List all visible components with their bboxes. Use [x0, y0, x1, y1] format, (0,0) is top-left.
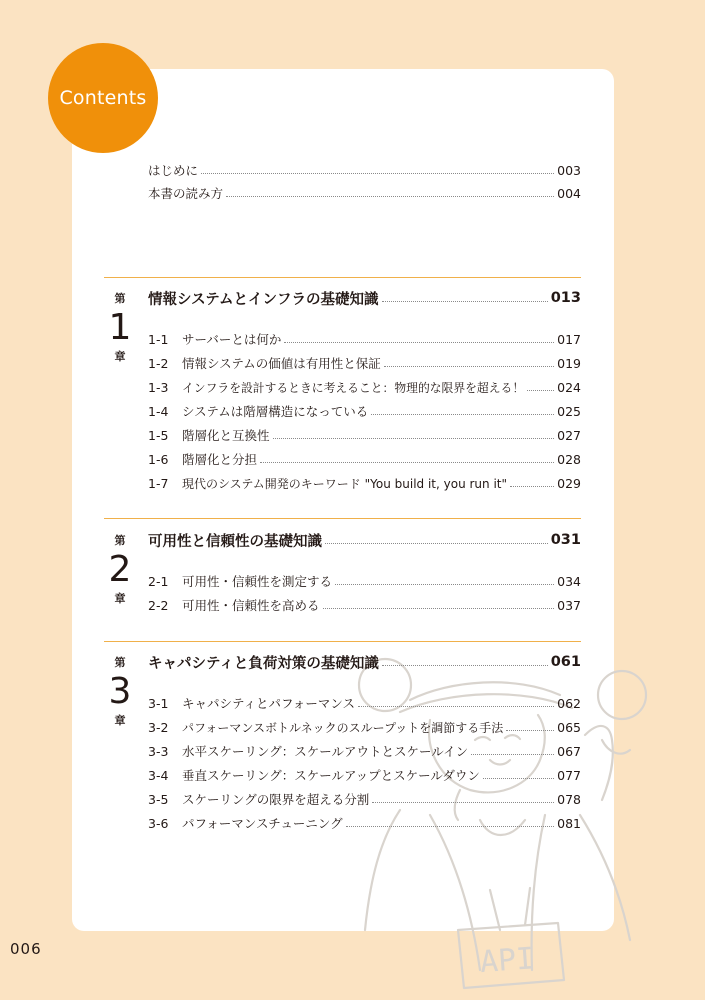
section-number: 1-6 [148, 451, 169, 467]
section-number: 1-1 [148, 331, 169, 347]
chapter-3-label [104, 654, 136, 728]
toc-entry-how-to-read[interactable] [148, 182, 581, 204]
section-title: 階層化と互換性 [182, 428, 270, 443]
chapter-1-label [104, 290, 136, 364]
section-page: 024 [557, 379, 581, 395]
section-page: 025 [557, 403, 581, 419]
section-title: 情報システムの価値は有用性と保証 [182, 356, 381, 371]
leader-dots [325, 543, 548, 544]
toc-section-3-2[interactable] [148, 716, 581, 738]
chapter-page: 061 [550, 654, 581, 670]
toc-entry-title: 本書の読み方 [148, 186, 224, 201]
section-page: 028 [557, 451, 581, 467]
section-number: 3-6 [148, 815, 169, 831]
toc-section-1-4[interactable] [148, 400, 581, 422]
chapter-title: 可用性と信頼性の基礎知識 [148, 533, 322, 550]
toc-entry-page: 004 [557, 185, 581, 201]
section-number: 1-3 [148, 379, 169, 395]
chapter-kanji-bottom: 章 [114, 714, 126, 727]
section-number: 3-2 [148, 719, 169, 735]
leader-dots [510, 486, 554, 487]
chapter-page: 013 [550, 290, 581, 306]
section-number: 3-5 [148, 791, 169, 807]
toc-section-1-7[interactable] [148, 472, 581, 494]
section-page: 078 [557, 791, 581, 807]
api-sign-text: API [478, 941, 536, 981]
toc-section-1-2[interactable] [148, 352, 581, 374]
section-number: 3-1 [148, 695, 169, 711]
leader-dots [382, 301, 548, 302]
chapter-divider [104, 277, 581, 278]
chapter-kanji-bottom: 章 [114, 592, 126, 605]
leader-dots [260, 462, 554, 463]
section-page: 081 [557, 815, 581, 831]
section-title: 現代のシステム開発のキーワード "You build it, you run it" [182, 476, 508, 491]
leader-dots [471, 754, 554, 755]
section-title: 可用性・信頼性を測定する [182, 574, 333, 589]
contents-badge [48, 43, 158, 153]
chapter-title: キャパシティと負荷対策の基礎知識 [148, 655, 379, 672]
leader-dots [358, 706, 554, 707]
chapter-number: 1 [108, 307, 132, 348]
chapter-kanji-top: 第 [114, 656, 126, 669]
leader-dots [201, 173, 554, 174]
section-page: 077 [557, 767, 581, 783]
section-title: 水平スケーリング：スケールアウトとスケールイン [182, 744, 469, 759]
toc-section-3-5[interactable] [148, 788, 581, 810]
chapter-kanji-bottom: 章 [114, 350, 126, 363]
leader-dots [284, 342, 554, 343]
chapter-page: 031 [550, 532, 581, 548]
leader-dots [506, 730, 554, 731]
toc-chapter-2[interactable] [148, 527, 581, 553]
section-page: 027 [557, 427, 581, 443]
section-number: 1-7 [148, 475, 169, 491]
section-number: 3-4 [148, 767, 169, 783]
section-page: 034 [557, 573, 581, 589]
section-page: 019 [557, 355, 581, 371]
section-page: 065 [557, 719, 581, 735]
chapter-title: 情報システムとインフラの基礎知識 [148, 291, 379, 308]
toc-section-1-5[interactable] [148, 424, 581, 446]
toc-section-1-6[interactable] [148, 448, 581, 470]
toc-section-3-4[interactable] [148, 764, 581, 786]
leader-dots [527, 390, 554, 391]
toc-section-1-3[interactable] [148, 376, 581, 398]
toc-chapter-3[interactable] [148, 649, 581, 675]
section-title: サーバーとは何か [182, 332, 282, 347]
section-number: 2-2 [148, 597, 169, 613]
toc-section-3-3[interactable] [148, 740, 581, 762]
toc-entry-hajimeni[interactable] [148, 159, 581, 181]
leader-dots [273, 438, 555, 439]
section-page: 029 [557, 475, 581, 491]
chapter-divider [104, 518, 581, 519]
section-title: インフラを設計するときに考えること：物理的な限界を超える！ [182, 380, 525, 395]
contents-badge-label: Contents [59, 87, 147, 109]
leader-dots [346, 826, 555, 827]
section-title: 垂直スケーリング：スケールアップとスケールダウン [182, 768, 480, 783]
toc-section-2-1[interactable] [148, 570, 581, 592]
section-number: 2-1 [148, 573, 169, 589]
toc-section-1-1[interactable] [148, 328, 581, 350]
section-number: 1-2 [148, 355, 169, 371]
chapter-divider [104, 641, 581, 642]
section-title: 階層化と分担 [182, 452, 258, 467]
section-title: 可用性・信頼性を高める [182, 598, 320, 613]
section-title: パフォーマンスボトルネックのスループットを調節する手法 [182, 720, 504, 735]
toc-section-2-2[interactable] [148, 594, 581, 616]
section-number: 3-3 [148, 743, 169, 759]
section-page: 067 [557, 743, 581, 759]
section-title: システムは階層構造になっている [182, 404, 369, 419]
toc-entry-page: 003 [557, 162, 581, 178]
leader-dots [483, 778, 554, 779]
section-page: 062 [557, 695, 581, 711]
page-number: 006 [10, 940, 42, 958]
toc-entry-title: はじめに [148, 163, 199, 178]
leader-dots [384, 366, 554, 367]
toc-section-3-6[interactable] [148, 812, 581, 834]
section-title: パフォーマンスチューニング [182, 816, 343, 831]
leader-dots [323, 608, 555, 609]
section-page: 037 [557, 597, 581, 613]
chapter-kanji-top: 第 [114, 292, 126, 305]
leader-dots [372, 802, 554, 803]
section-title: キャパシティとパフォーマンス [182, 696, 356, 711]
section-page: 017 [557, 331, 581, 347]
section-number: 1-4 [148, 403, 169, 419]
leader-dots [371, 414, 554, 415]
chapter-number: 3 [108, 671, 132, 712]
toc-section-3-1[interactable] [148, 692, 581, 714]
leader-dots [335, 584, 554, 585]
toc-chapter-1[interactable] [148, 285, 581, 311]
chapter-kanji-top: 第 [114, 534, 126, 547]
section-number: 1-5 [148, 427, 169, 443]
section-title: スケーリングの限界を超える分割 [182, 792, 370, 807]
leader-dots [382, 665, 548, 666]
chapter-2-label [104, 532, 136, 606]
chapter-number: 2 [108, 549, 132, 590]
leader-dots [226, 196, 554, 197]
